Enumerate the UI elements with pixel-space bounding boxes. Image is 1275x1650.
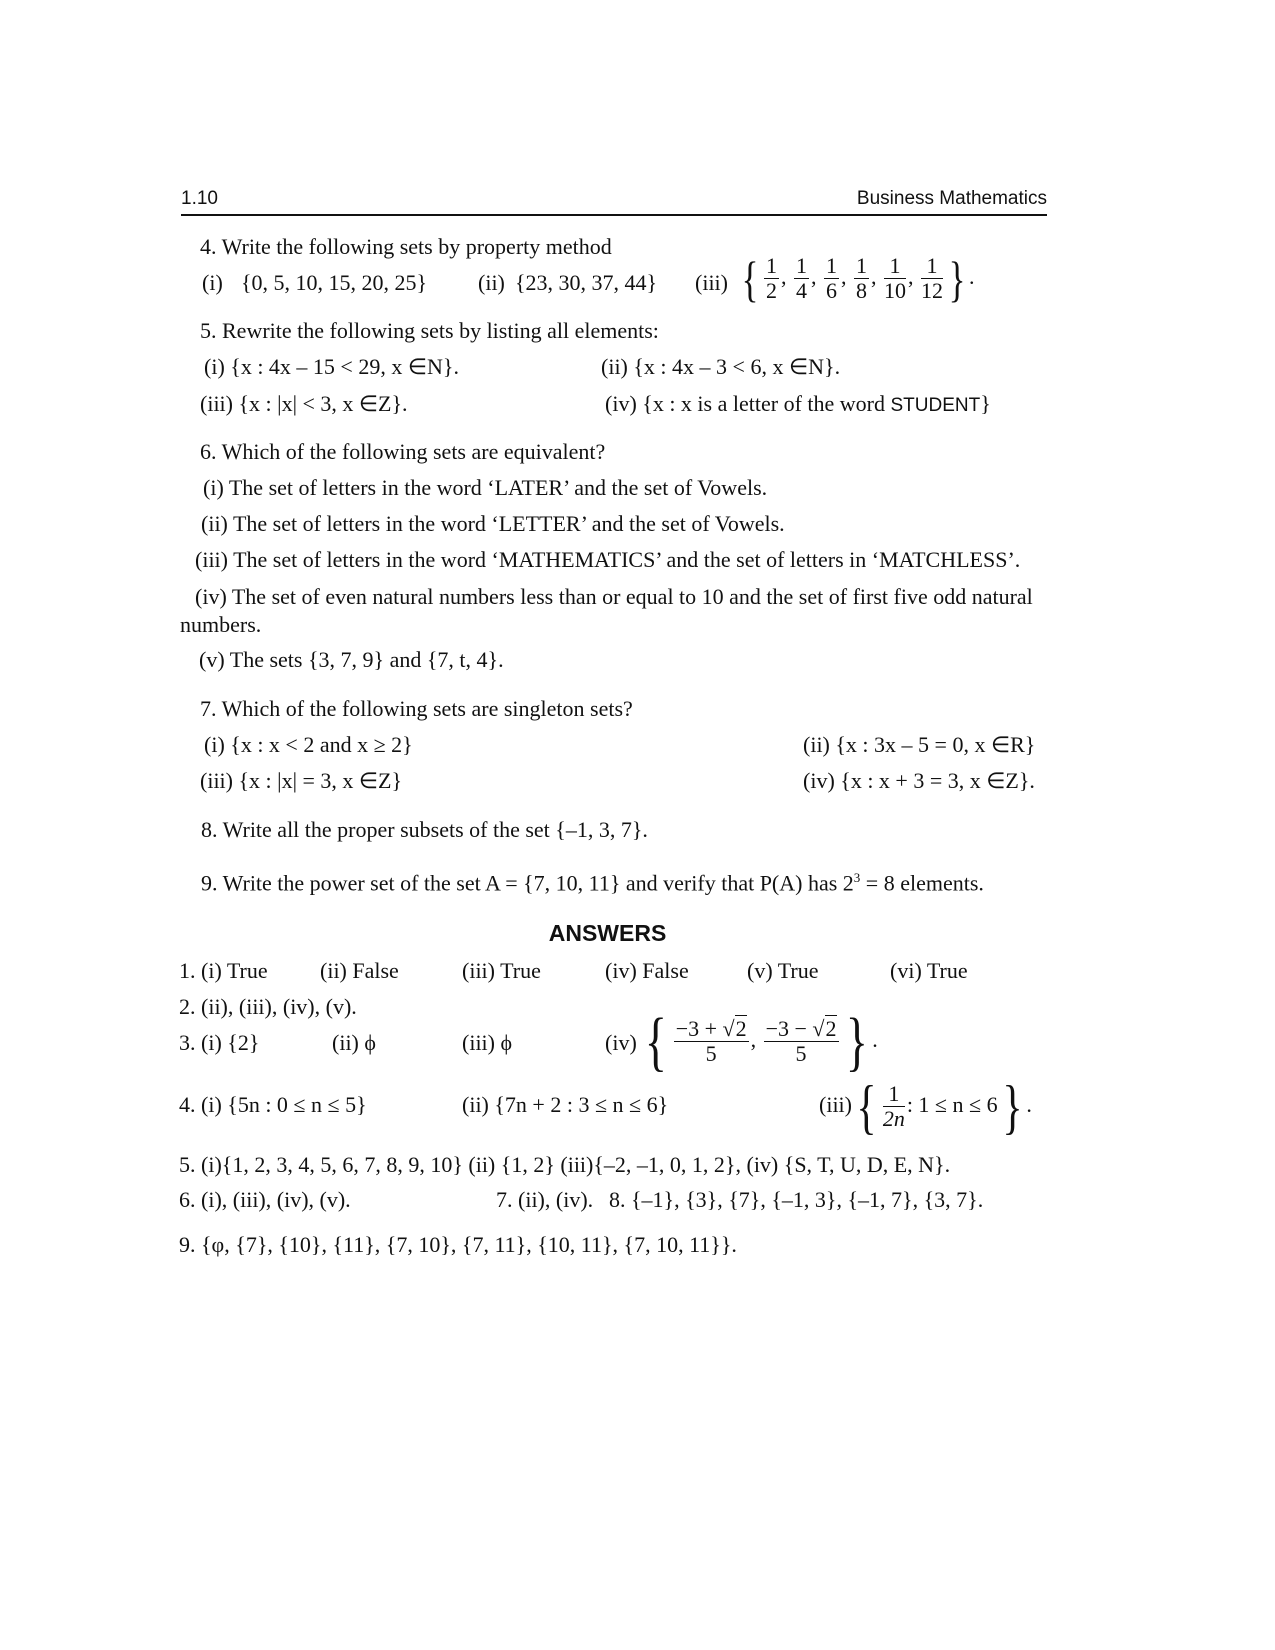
separator: , <box>811 264 822 289</box>
a1-i: 1. (i) True <box>179 958 268 983</box>
a3-i: 3. (i) {2} <box>179 1030 260 1055</box>
q7-iii: (iii) {x : |x| = 3, x ∈Z} <box>200 768 403 793</box>
denominator: 8 <box>856 278 867 304</box>
right-brace: } <box>1001 1073 1023 1140</box>
condition: : 1 ≤ n ≤ 6 <box>906 1092 998 1117</box>
denominator: 10 <box>884 278 906 304</box>
period: . <box>1026 1092 1032 1117</box>
numerator: 1 <box>856 253 867 279</box>
q7-i: (i) {x : x < 2 and x ≥ 2} <box>204 732 413 757</box>
a3-iv-set <box>640 1004 878 1078</box>
separator: , <box>781 264 792 289</box>
denominator: 12 <box>921 278 943 304</box>
right-brace: } <box>948 250 966 307</box>
fraction <box>854 254 869 303</box>
q6-item: (ii) The set of letters in the word ‘LETTER’ and the set of Vowels. <box>201 511 785 536</box>
q5-title: 5. Rewrite the following sets by listing all elements: <box>200 318 659 343</box>
denominator: 4 <box>796 278 807 304</box>
q9-exponent: 3 <box>853 870 861 885</box>
denominator: 5 <box>795 1041 807 1067</box>
right-brace: } <box>845 1004 868 1078</box>
separator: , <box>750 1027 757 1052</box>
a4-iii-label: (iii) <box>819 1092 852 1117</box>
q7-ii: (ii) {x : 3x – 5 = 0, x ∈R} <box>803 732 1036 757</box>
denominator: 5 <box>705 1041 717 1067</box>
denominator: 6 <box>826 278 837 304</box>
radicand: 2 <box>825 1016 837 1042</box>
left-brace: { <box>644 1004 667 1078</box>
numerator: 1 <box>766 253 777 279</box>
q6-item: (iv) The set of even natural numbers less than or equal to 10 and the set of first five odd natural <box>195 584 1033 609</box>
denominator: 2n <box>882 1106 905 1132</box>
numerator: −3 + <box>675 1016 723 1042</box>
a1-iv: (iv) False <box>605 958 689 983</box>
a4-i: 4. (i) {5n : 0 ≤ n ≤ 5} <box>179 1092 367 1117</box>
a1-vi: (vi) True <box>890 958 968 983</box>
q5-iv-suffix: } <box>980 391 991 416</box>
numerator: 1 <box>884 254 906 279</box>
fraction <box>794 254 809 303</box>
numerator: 1 <box>883 1082 905 1107</box>
a4-iii-set <box>852 1073 1032 1140</box>
separator: , <box>841 264 852 289</box>
numerator: −3 − <box>765 1016 813 1042</box>
fraction <box>884 254 906 303</box>
denominator: 2 <box>766 278 777 304</box>
left-brace: { <box>741 250 759 307</box>
q4-ii-label: (ii) <box>478 270 505 295</box>
a9: 9. {φ, {7}, {10}, {11}, {7, 10}, {7, 11}, {10, 11}, {7, 10, 11}}. <box>179 1232 737 1257</box>
answers-heading: ANSWERS <box>548 920 667 946</box>
q4-i-set: {0, 5, 10, 15, 20, 25} <box>241 270 428 295</box>
numerator: 1 <box>921 254 943 279</box>
fraction <box>824 254 839 303</box>
a3-iv-label: (iv) <box>605 1030 637 1055</box>
a2: 2. (ii), (iii), (iv), (v). <box>179 994 357 1019</box>
q4-i-label: (i) <box>202 270 223 295</box>
a3-iii: (iii) ϕ <box>462 1030 513 1055</box>
fraction <box>921 254 943 303</box>
q4-ii-set: {23, 30, 37, 44} <box>515 270 658 295</box>
page-header <box>181 188 1047 216</box>
q7-iv: (iv) {x : x + 3 = 3, x ∈Z}. <box>803 768 1035 793</box>
period: . <box>872 1027 878 1052</box>
radicand: 2 <box>735 1016 747 1042</box>
q9-after: = 8 elements. <box>860 870 984 896</box>
q4-iii-label: (iii) <box>695 270 728 295</box>
separator: , <box>871 264 882 289</box>
q5-iv-prefix: (iv) {x : x is a letter of the word <box>605 391 891 416</box>
fraction <box>883 1082 905 1131</box>
separator: , <box>908 264 919 289</box>
a6: 6. (i), (iii), (iv), (v). <box>179 1187 351 1212</box>
page-number: 1.10 <box>181 188 218 209</box>
numerator: 1 <box>796 253 807 279</box>
q6-title: 6. Which of the following sets are equivalent? <box>200 439 606 464</box>
q9-text <box>201 865 984 896</box>
a1-v: (v) True <box>747 958 819 983</box>
a4-ii: (ii) {7n + 2 : 3 ≤ n ≤ 6} <box>462 1092 669 1117</box>
q6-item: (v) The sets {3, 7, 9} and {7, t, 4}. <box>199 647 504 672</box>
q4-iii-set: { $\frac{1}{2}$ , $\frac{1}{4}$ , $\frac{1}{6}$ , $\frac{1}{8}$ , $\frac{1}{10}$ , $\frac{1}{12}$ } . <box>741 250 975 307</box>
q5-iv-word: STUDENT <box>890 395 981 416</box>
q5-ii: (ii) {x : 4x – 3 < 6, x ∈N}. <box>601 354 841 379</box>
numerator: 1 <box>826 253 837 279</box>
fraction: $\frac{-3 - √2}{5}$ <box>765 1016 837 1067</box>
a1-ii: (ii) False <box>320 958 399 983</box>
q7-title: 7. Which of the following sets are singleton sets? <box>200 696 633 721</box>
left-brace: { <box>856 1073 877 1140</box>
q8-text: 8. Write all the proper subsets of the set {–1, 3, 7}. <box>201 817 648 842</box>
book-title: Business Mathematics <box>856 188 1047 209</box>
a3-ii: (ii) ϕ <box>332 1030 376 1055</box>
fraction: $\frac{-3 + √2}{5}$ <box>675 1016 747 1067</box>
fraction <box>764 254 779 303</box>
q4-title: 4. Write the following sets by property method <box>200 234 612 259</box>
a1-iii: (iii) True <box>462 958 541 983</box>
q5-iv <box>605 391 991 419</box>
q6-item: numbers. <box>180 612 262 637</box>
a5: 5. (i){1, 2, 3, 4, 5, 6, 7, 8, 9, 10} (ii) {1, 2} (iii){–2, –1, 0, 1, 2}, (iv) {S, T, U, D, E, N}. <box>179 1152 951 1177</box>
a7: 7. (ii), (iv). <box>496 1187 594 1212</box>
q6-item: (iii) The set of letters in the word ‘MATHEMATICS’ and the set of letters in ‘MATCHLESS’. <box>195 547 1021 572</box>
a8: 8. {–1}, {3}, {7}, {–1, 3}, {–1, 7}, {3, 7}. <box>609 1187 984 1212</box>
q5-i: (i) {x : 4x – 15 < 29, x ∈N}. <box>204 354 459 379</box>
q6-item: (i) The set of letters in the word ‘LATER’ and the set of Vowels. <box>203 475 768 500</box>
q9-before: 9. Write the power set of the set A = {7, 10, 11} and verify that P(A) has 2 <box>201 870 854 896</box>
q5-iii: (iii) {x : |x| < 3, x ∈Z}. <box>200 391 408 416</box>
